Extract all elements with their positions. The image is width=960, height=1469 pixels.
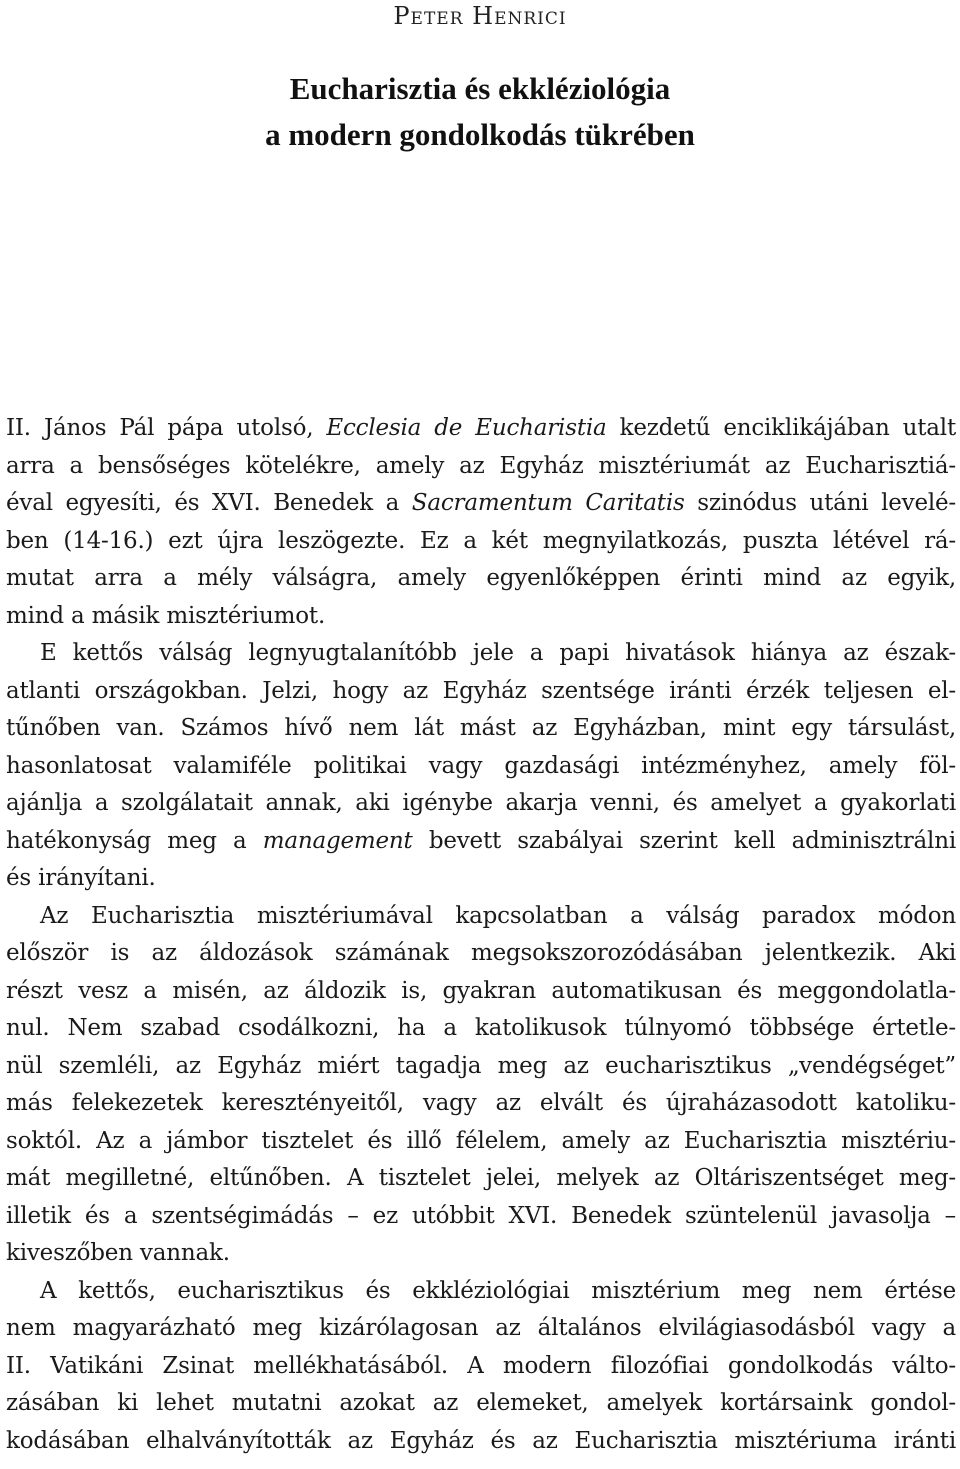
text-segment: először is az áldozások számának megsokszorozódásában jelentkezik. Aki bbox=[6, 940, 956, 966]
text-line bbox=[6, 1160, 956, 1198]
text-line bbox=[6, 1198, 956, 1236]
text-segment: atlanti országokban. Jelzi, hogy az Egyház szentsége iránti érzék teljesen el- bbox=[6, 677, 956, 704]
text-segment: kezdetű enciklikájában utalt bbox=[606, 415, 956, 441]
text-segment: hasonlatosat valamiféle politikai vagy gazdasági intézményhez, amely föl- bbox=[6, 752, 956, 779]
text-segment: bevett szabályai szerint kell adminisztrálni bbox=[412, 827, 956, 854]
text-segment: E kettős válság legnyugtalanítóbb jele a papi hivatások hiánya az észak- bbox=[40, 640, 956, 666]
text-line bbox=[6, 410, 956, 448]
text-line bbox=[6, 710, 956, 748]
text-line bbox=[6, 1010, 956, 1048]
text-segment: tűnőben van. Számos hívő nem lát mást az Egyházban, mint egy társulást, bbox=[6, 715, 956, 741]
text-segment: II. János Pál pápa utolsó, bbox=[6, 415, 327, 441]
text-line bbox=[6, 1310, 956, 1348]
text-segment: mutat arra a mély válságra, amely egyenlőképpen érinti mind az egyik, bbox=[6, 565, 956, 591]
text-segment: részt vesz a misén, az áldozik is, gyakran automatikusan és meggondolatla- bbox=[6, 977, 956, 1004]
text-line bbox=[6, 973, 956, 1011]
text-line bbox=[6, 1235, 956, 1273]
text-line bbox=[6, 673, 956, 711]
text-segment: zásában ki lehet mutatni azokat az elemeket, amelyek kortársaink gondol- bbox=[6, 1390, 956, 1416]
text-line bbox=[6, 523, 956, 561]
italic-text: Sacramentum Caritatis bbox=[411, 490, 685, 516]
text-line bbox=[6, 1123, 956, 1161]
text-segment: ben (14-16.) ezt újra leszögezte. Ez a két megnyilatkozás, puszta létével rá- bbox=[6, 527, 956, 554]
text-line bbox=[6, 1348, 956, 1386]
text-line bbox=[6, 785, 956, 823]
text-segment: mát megilletné, eltűnőben. A tisztelet jelei, melyek az Oltáriszentséget meg- bbox=[6, 1165, 956, 1191]
text-segment: hatékonyság meg a bbox=[6, 827, 263, 854]
text-segment: II. Vatikáni Zsinat mellékhatásából. A modern filozófiai gondolkodás válto- bbox=[6, 1352, 956, 1379]
text-segment: nul. Nem szabad csodálkozni, ha a katolikusok túlnyomó többsége értetle- bbox=[6, 1015, 956, 1041]
text-line bbox=[6, 598, 956, 636]
text-segment: nem magyarázható meg kizárólagosan az általános elvilágiasodásból vagy a bbox=[6, 1315, 956, 1341]
text-line bbox=[6, 1048, 956, 1086]
text-segment: illetik és a szentségimádás – ez utóbbit XVI. Benedek szüntelenül javasolja – bbox=[6, 1202, 956, 1229]
article-title bbox=[0, 66, 960, 158]
text-line bbox=[6, 748, 956, 786]
title-line-2: a modern gondolkodás tükrében bbox=[265, 117, 695, 152]
text-segment: nül szemléli, az Egyház miért tagadja meg az eucharisztikus „vendégséget” bbox=[6, 1052, 956, 1079]
title-line-1: Eucharisztia és ekkléziológia bbox=[289, 71, 671, 106]
text-line bbox=[6, 898, 956, 936]
italic-text: management bbox=[262, 827, 413, 854]
article-body bbox=[6, 410, 956, 1460]
text-line bbox=[6, 485, 956, 523]
text-segment: szinódus utáni levelé- bbox=[684, 490, 956, 516]
text-line bbox=[6, 935, 956, 973]
text-line bbox=[6, 635, 956, 673]
text-segment: soktól. Az a jámbor tisztelet és illő félelem, amely az Eucharisztia misztériu- bbox=[6, 1127, 956, 1154]
text-segment: és irányítani. bbox=[6, 865, 156, 891]
italic-text: Ecclesia de Eucharistia bbox=[326, 415, 607, 441]
text-line bbox=[6, 1385, 956, 1423]
text-segment: kiveszőben vannak. bbox=[6, 1240, 230, 1266]
text-segment: éval egyesíti, és XVI. Benedek a bbox=[6, 490, 412, 516]
text-line bbox=[6, 1423, 956, 1461]
text-line bbox=[6, 448, 956, 486]
text-segment: ajánlja a szolgálatait annak, aki igénybe akarja venni, és amelyet a gyakorlati bbox=[6, 790, 956, 816]
text-segment: más felekezetek keresztényeitől, vagy az elvált és újraházasodott katoliku- bbox=[6, 1090, 956, 1116]
text-segment: Az Eucharisztia misztériumával kapcsolatban a válság paradox módon bbox=[40, 902, 956, 929]
text-line bbox=[6, 1273, 956, 1311]
text-line bbox=[6, 1085, 956, 1123]
text-segment: arra a bensőséges kötelékre, amely az Egyház misztériumát az Eucharisztiá- bbox=[6, 452, 956, 479]
text-segment: kodásában elhalványították az Egyház és az Eucharisztia misztériuma iránti bbox=[6, 1427, 956, 1454]
text-segment: mind a másik misztériumot. bbox=[6, 602, 326, 629]
text-line bbox=[6, 560, 956, 598]
text-segment: A kettős, eucharisztikus és ekkléziológiai misztérium meg nem értése bbox=[40, 1277, 956, 1304]
author-name: Peter Henrici bbox=[393, 2, 567, 30]
text-line bbox=[6, 823, 956, 861]
text-line bbox=[6, 860, 956, 898]
